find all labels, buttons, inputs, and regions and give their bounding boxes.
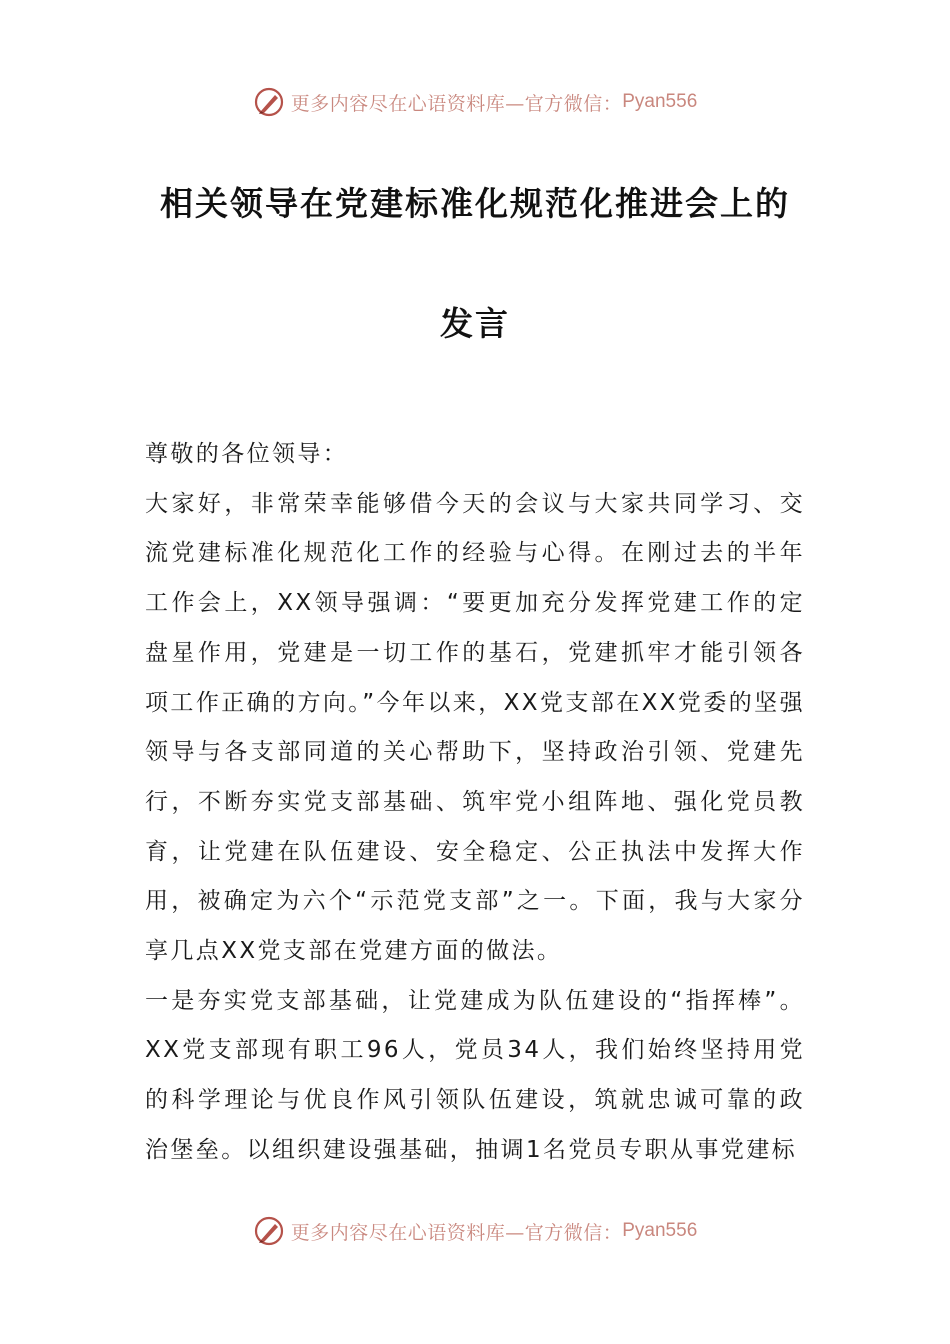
watermark-handle: Pyan556 xyxy=(622,91,698,112)
document-body xyxy=(145,430,805,1176)
footer-watermark xyxy=(0,1211,950,1251)
document-title-line-2: 发言 xyxy=(440,304,510,343)
watermark-handle: Pyan556 xyxy=(622,1220,698,1241)
header-watermark xyxy=(0,82,950,122)
document-title-line-1: 相关领导在党建标准化规范化推进会上的 xyxy=(160,184,790,223)
paragraph-2: 一是夯实党支部基础，让党建成为队伍建设的“指挥棒”。XX党支部现有职工96人，党员34人，我们始终坚持用党的科学理论与优良作风引领队伍建设，筑就忠诚可靠的政治堡垒。以组织建设强基础，抽调1名党员专职从事党建标 xyxy=(145,987,805,1163)
paragraph-1: 大家好，非常荣幸能够借今天的会议与大家共同学习、交流党建标准化规范化工作的经验与心得。在刚过去的半年工作会上，XX领导强调：“要更加充分发挥党建工作的定盘星作用，党建是一切工作的基石，党建抓牢才能引领各项工作正确的方向。”今年以来，XX党支部在XX党委的坚强领导与各支部同道的关心帮助下，坚持政治引领、党建先行，不断夯实党支部基础、筑牢党小组阵地、强化党员教育，让党建在队伍建设、安全稳定、公正执法中发挥大作用，被确定为六个“示范党支部”之一。下面，我与大家分享几点XX党支部在党建方面的做法。 xyxy=(145,490,805,965)
watermark-text: 更多内容尽在心语资料库—官方微信： xyxy=(290,1221,623,1244)
pen-logo-icon xyxy=(253,86,285,118)
salutation: 尊敬的各位领导： xyxy=(145,441,349,467)
pen-logo-icon xyxy=(253,1215,285,1247)
watermark-text: 更多内容尽在心语资料库—官方微信： xyxy=(290,92,623,115)
